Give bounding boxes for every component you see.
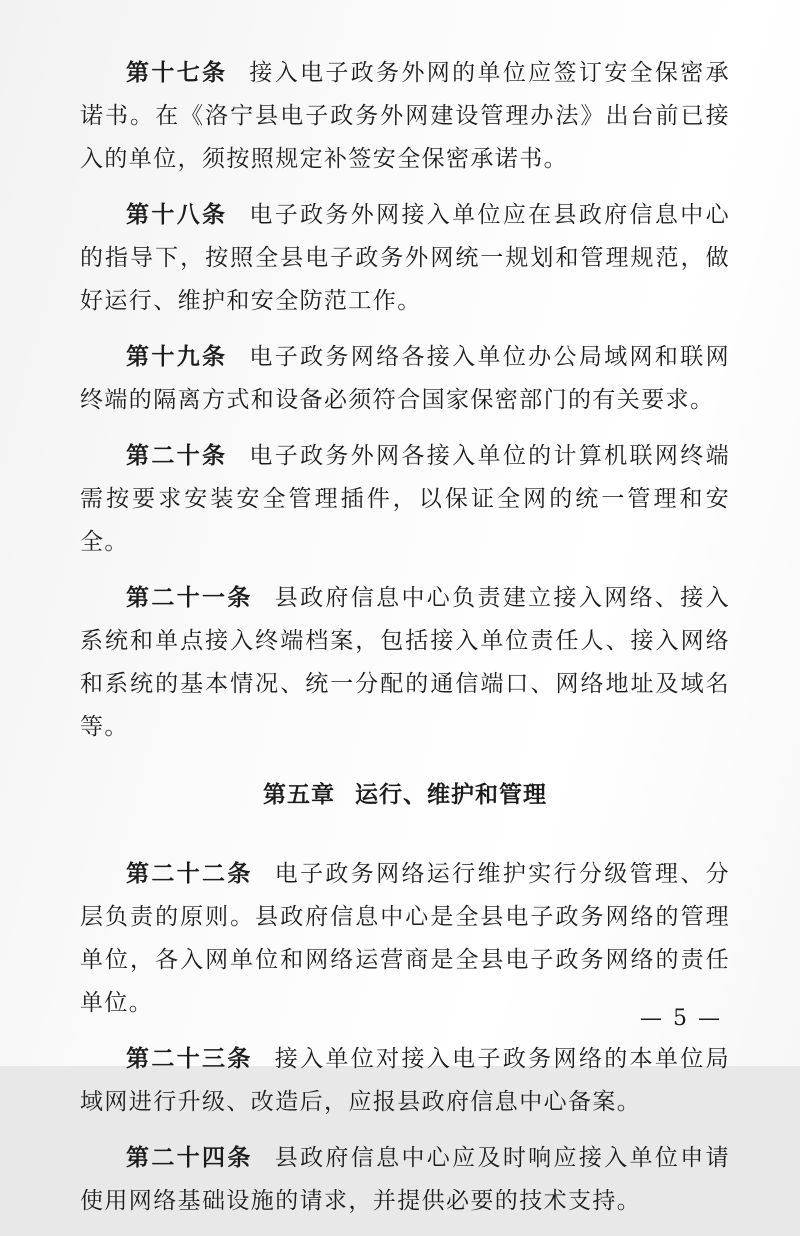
- article-text: 电子政务外网各接入单位的计算机联网终端需按要求安装安全管理插件，以保证全网的统一管理和安全。: [80, 443, 730, 555]
- article-title: 第二十二条: [126, 861, 253, 887]
- article-title: 第十九条: [126, 344, 228, 370]
- article-18: [80, 194, 730, 323]
- article-title: 第二十条: [126, 443, 228, 469]
- article-text: 接入单位对接入电子政务网络的本单位局域网进行升级、改造后，应报县政府信息中心备案。: [80, 1046, 731, 1115]
- article-text: 电子政务网络运行维护实行分级管理、分层负责的原则。县政府信息中心是全县电子政务网络的管理单位，各入网单位和网络运营商是全县电子政务网络的责任单位。: [80, 861, 731, 1016]
- article-22: [80, 853, 730, 1025]
- article-text: 县政府信息中心应及时响应接入单位申请使用网络基础设施的请求，并提供必要的技术支持。: [80, 1145, 731, 1214]
- article-title: 第十七条: [126, 60, 228, 86]
- article-text: 县政府信息中心负责建立接入网络、接入系统和单点接入终端档案，包括接入单位责任人、接入网络和系统的基本情况、统一分配的通信端口、网络地址及域名等。: [80, 585, 731, 740]
- chapter-title: 运行、维护和管理: [355, 782, 547, 808]
- article-title: 第十八条: [126, 202, 228, 228]
- article-24: [80, 1137, 730, 1223]
- chapter-number: 第五章: [263, 782, 335, 808]
- article-title: 第二十四条: [126, 1145, 253, 1171]
- article-23: [80, 1038, 730, 1124]
- article-text: 接入电子政务外网的单位应签订安全保密承诺书。在《洛宁县电子政务外网建设管理办法》出台前已接入的单位，须按照规定补签安全保密承诺书。: [80, 60, 730, 172]
- page-number: — 5 —: [640, 1006, 722, 1031]
- article-text: 电子政务外网接入单位应在县政府信息中心的指导下，按照全县电子政务外网统一规划和管理规范，做好运行、维护和安全防范工作。: [80, 202, 730, 314]
- article-text: 电子政务网络各接入单位办公局域网和联网终端的隔离方式和设备必须符合国家保密部门的有关要求。: [80, 344, 730, 413]
- article-title: 第二十一条: [126, 585, 253, 611]
- article-17: [80, 52, 730, 181]
- text-block: [80, 52, 730, 1236]
- article-20: [80, 435, 730, 564]
- article-19: [80, 336, 730, 422]
- article-title: 第二十三条: [126, 1046, 253, 1072]
- article-21: [80, 577, 730, 749]
- chapter-heading: [80, 775, 730, 815]
